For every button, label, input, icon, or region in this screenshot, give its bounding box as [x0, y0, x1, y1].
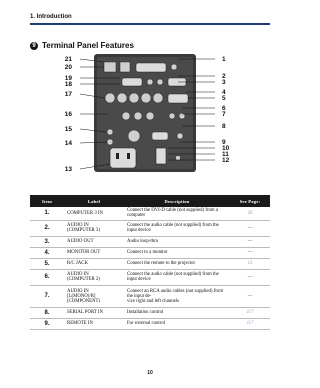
- item-number-cell: 8.: [30, 307, 64, 318]
- usb-port-icon: [104, 62, 116, 72]
- power-inlet-icon: [110, 148, 136, 168]
- rca-jack-icon: [134, 112, 142, 120]
- page-ref-cell[interactable]: 26: [230, 207, 270, 220]
- item-number-cell: 7.: [30, 285, 64, 307]
- audio-out-jack-icon: [157, 79, 163, 85]
- item-number-cell: 1.: [30, 207, 64, 220]
- rca-jack-icon: [122, 112, 130, 120]
- callout-label: 1: [222, 56, 226, 63]
- audio-in-jack-icon: [171, 64, 177, 70]
- item-number-cell: 9.: [30, 318, 64, 329]
- callout-label: 20: [64, 64, 72, 71]
- page-ref-cell: —: [230, 247, 270, 258]
- callout-label: 10: [222, 145, 230, 152]
- callout-label: 15: [64, 126, 72, 133]
- callout-label: 13: [64, 166, 72, 173]
- page-ref-cell[interactable]: 117: [230, 307, 270, 318]
- callout-label: 18: [64, 81, 72, 88]
- item-number-cell: 2.: [30, 220, 64, 236]
- section-heading: [30, 41, 134, 50]
- video-jack-icon: [107, 129, 113, 135]
- callout-label: 19: [64, 75, 72, 82]
- audio-lr-jack-icon: [169, 113, 175, 119]
- callout-label: 3: [222, 79, 226, 86]
- s-video-port-icon: [128, 130, 140, 142]
- audio-jack-icon: [147, 79, 153, 85]
- item-number-cell: 4.: [30, 247, 64, 258]
- table-row: [30, 220, 270, 236]
- description-cell: Connect the audio cable (not supplied) from the input device: [124, 269, 230, 285]
- description-cell: Connect to a monitor: [124, 247, 230, 258]
- page-number: 10: [147, 370, 153, 376]
- bnc-connector-icon: [117, 93, 127, 103]
- description-cell: Connect the remote to the projector: [124, 258, 230, 269]
- item-number-cell: 3.: [30, 236, 64, 247]
- column-header-description: Description: [124, 195, 230, 207]
- column-header-label: Label: [64, 195, 124, 207]
- page-ref-cell: —: [230, 236, 270, 247]
- column-header-item: Item: [30, 195, 64, 207]
- video-jack-icon: [107, 139, 113, 145]
- description-cell: Connect the DVI-D cable (not supplied) from a computer: [124, 207, 230, 220]
- description-cell: Connect an RCA audio cables (not supplied) from the input de- vice right and left channels: [124, 285, 230, 307]
- callout-label: 5: [222, 95, 226, 102]
- bnc-connector-icon: [153, 93, 163, 103]
- rca-jack-icon: [146, 112, 154, 120]
- item-number-cell: 5.: [30, 258, 64, 269]
- table-row: [30, 236, 270, 247]
- callout-label: 6: [222, 105, 226, 112]
- label-cell: REMOTE IN: [64, 318, 124, 329]
- label-cell: AUDIO IN (COMPUTER 2): [64, 269, 124, 285]
- callout-label: 11: [222, 151, 229, 158]
- table-row: [30, 285, 270, 307]
- label-cell: COMPUTER 3 IN: [64, 207, 124, 220]
- remote-in-jack-icon: [177, 133, 183, 139]
- description-cell: For external control: [124, 318, 230, 329]
- lan-port-icon: [120, 62, 130, 72]
- table-row: [30, 247, 270, 258]
- header-rule: [30, 23, 270, 25]
- page-ref-cell: —: [230, 220, 270, 236]
- callout-label: 17: [64, 91, 72, 98]
- power-switch-icon: [156, 148, 166, 164]
- callout-label: 8: [222, 123, 226, 130]
- terminal-panel-illustration: [60, 52, 240, 187]
- table-row: [30, 318, 270, 329]
- table-row: [30, 207, 270, 220]
- bnc-connector-icon: [141, 93, 151, 103]
- bnc-connector-icon: [105, 93, 115, 103]
- label-cell: MONITOR OUT: [64, 247, 124, 258]
- callout-label: 2: [222, 73, 226, 80]
- table-row: [30, 258, 270, 269]
- page-ref-cell: —: [230, 285, 270, 307]
- callout-label: 21: [64, 56, 72, 63]
- page-ref-cell: —: [230, 269, 270, 285]
- label-cell: AUDIO IN (COMPUTER 3): [64, 220, 124, 236]
- description-cell: Connect the audio cable (not supplied) from the input device: [124, 220, 230, 236]
- table-row: [30, 269, 270, 285]
- callout-label: 9: [222, 139, 226, 146]
- serial-port-icon: [152, 132, 168, 140]
- page-ref-cell[interactable]: 15: [230, 258, 270, 269]
- page-ref-cell[interactable]: 117: [230, 318, 270, 329]
- label-cell: SERIAL PORT IN: [64, 307, 124, 318]
- section-bullet-icon: 9: [30, 42, 38, 50]
- callout-label: 16: [64, 111, 72, 118]
- item-number-cell: 6.: [30, 269, 64, 285]
- table-row: [30, 307, 270, 318]
- label-cell: R/C JACK: [64, 258, 124, 269]
- callout-label: 7: [222, 111, 226, 118]
- table-header-row: [30, 195, 270, 207]
- section-title: Terminal Panel Features: [42, 41, 134, 50]
- label-cell: AUDIO IN [L(MONO)/R] (COMPONENT): [64, 285, 124, 307]
- terminal-features-table: [30, 195, 270, 330]
- column-header-page: See Page:: [230, 195, 270, 207]
- callout-label: 12: [222, 157, 230, 164]
- callout-label: 4: [222, 89, 226, 96]
- label-cell: AUDIO OUT: [64, 236, 124, 247]
- chapter-header: 1. Introduction: [30, 14, 72, 20]
- callout-label: 14: [64, 140, 72, 147]
- computer-2-port-icon: [168, 94, 188, 103]
- description-cell: Installation control: [124, 307, 230, 318]
- dvi-port-icon: [136, 63, 166, 72]
- description-cell: Audio loop-thru: [124, 236, 230, 247]
- bnc-connector-icon: [129, 93, 139, 103]
- vga-port-icon: [122, 78, 142, 86]
